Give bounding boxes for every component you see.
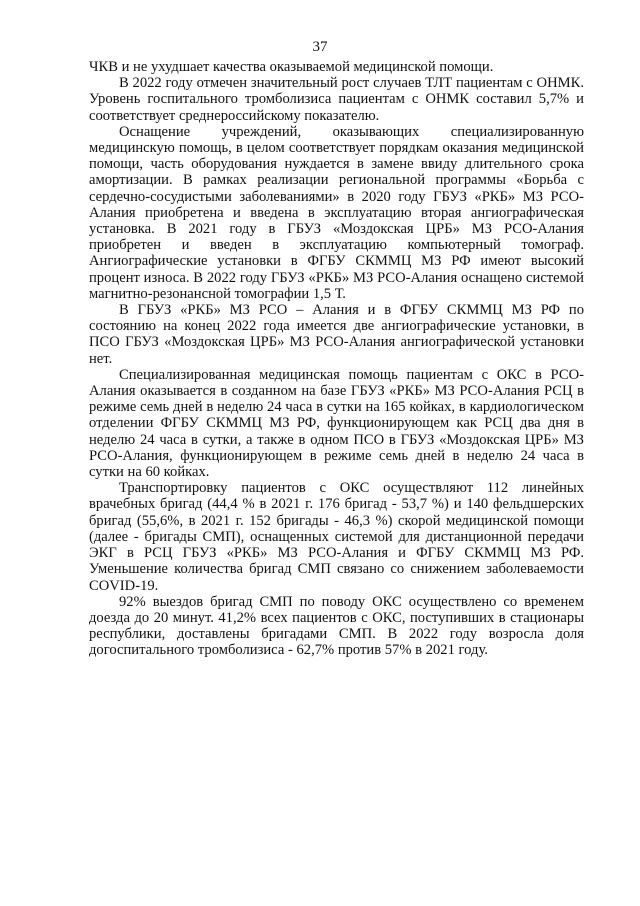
paragraph-equipment: Оснащение учреждений, оказывающих специализированную медицинскую помощь, в целом соответствует порядкам оказания медицинской помощи, часть оборудования нуждается в замене ввиду длительного срока амортизации. В рамках реализации региональной программы «Борьба с сердечно-сосудистыми заболеваниями» в 2020 году ГБУЗ «РКБ» МЗ РСО-Алания приобретена и введена в эксплуатацию вторая ангиографическая установка. В 2021 году в ГБУЗ «Моздокская ЦРБ» МЗ РСО-Алания приобретен и введен в эксплуатацию компьютерный томограф. Ангиографические установки в ФГБУ СКММЦ МЗ РФ имеют высокий процент износа. В 2022 году ГБУЗ «РКБ» МЗ РСО-Алания оснащено системой магнитно-резонансной томографии 1,5 Т.: [89, 123, 584, 302]
paragraph-arrival-time: 92% выездов бригад СМП по поводу ОКС осуществлено со временем доезда до 20 минут. 41,2% всех пациентов с ОКС, поступивших в стационары республики, доставлены бригадами СМП. В 2022 году возросла доля догоспитального тромболизиса - 62,7% против 57% в 2021 году.: [89, 593, 584, 659]
paragraph-continuation: ЧКВ и не ухудшает качества оказываемой медицинской помощи.: [89, 59, 494, 75]
document-body: [89, 59, 584, 659]
paragraph-thrombolysis-onmk: В 2022 году отмечен значительный рост случаев ТЛТ пациентам с ОНМК. Уровень госпитального тромболизиса пациентам с ОНМК составил 5,7% и соответствует среднероссийскому показателю.: [89, 75, 584, 124]
paragraph-oks-care: Специализированная медицинская помощь пациентам с ОКС в РСО-Алания оказывается в созданном на базе ГБУЗ «РКБ» МЗ РСО-Алания РСЦ в режиме семь дней в неделю 24 часа в сутки на 165 койках, в кардиологическом отделении ФГБУ СКММЦ МЗ РФ, функционирующем как РСЦ два дня в неделю 24 часа в сутки, а также в одном ПСО в ГБУЗ «Моздокская ЦРБ» МЗ РСО-Алания, функционирующем в режиме семь дней в неделю 24 часа в сутки на 60 койках.: [89, 366, 584, 481]
paragraph-angiography-units: В ГБУЗ «РКБ» МЗ РСО – Алания и в ФГБУ СКММЦ МЗ РФ по состоянию на конец 2022 года имеется две ангиографические установки, в ПСО ГБУЗ «Моздокская ЦРБ» МЗ РСО-Алания ангиографической установки нет.: [89, 302, 584, 367]
page-number: 37: [312, 39, 328, 55]
paragraph-transport: Транспортировку пациентов с ОКС осуществляют 112 линейных врачебных бригад (44,4 % в 2021 г. 176 бригад - 53,7 %) и 140 фельдшерских бригад (55,6%, в 2021 г. 152 бригады - 46,3 %) скорой медицинской помощи (далее - бригады СМП), оснащенных системой для дистанционной передачи ЭКГ в РСЦ ГБУЗ «РКБ» МЗ РСО-Алания и ФГБУ СКММЦ МЗ РФ. Уменьшение количества бригад СМП связано со снижением заболеваемости COVID-19.: [89, 480, 584, 594]
